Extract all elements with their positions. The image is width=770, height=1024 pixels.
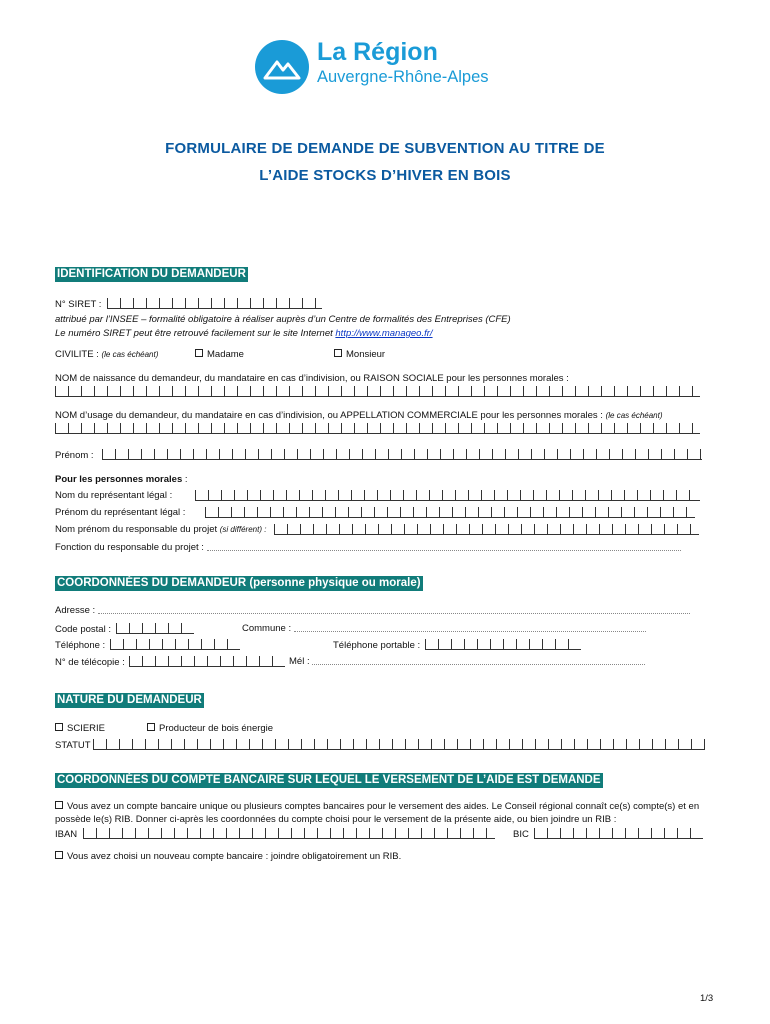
fonction-label: Fonction du responsable du projet : xyxy=(55,542,204,553)
nom-naissance-input[interactable] xyxy=(55,386,700,397)
siret-label: N° SIRET : xyxy=(55,299,102,310)
bank-option-1-checkbox[interactable] xyxy=(55,801,63,809)
adresse-input[interactable] xyxy=(98,605,690,614)
nom-usage-input[interactable] xyxy=(55,423,700,434)
responsable-input-row xyxy=(274,524,699,536)
document-title-line-2: L’AIDE STOCKS D’HIVER EN BOIS xyxy=(259,167,511,184)
producteur-option[interactable] xyxy=(147,723,273,734)
telecopie-row xyxy=(55,656,285,668)
siret-input[interactable] xyxy=(107,298,322,309)
section-header-identification: IDENTIFICATION DU DEMANDEUR xyxy=(57,268,246,280)
bank-option-2-row[interactable] xyxy=(55,851,401,862)
nom-naissance-label: NOM de naissance du demandeur, du mandataire en cas d’indivision, ou RAISON SOCIALE pour les personnes morales : xyxy=(55,373,569,384)
responsable-note: (si différent) : xyxy=(219,525,267,534)
bank-option-2-label: Vous avez choisi un nouveau compte bancaire : joindre obligatoirement un RIB. xyxy=(67,851,402,862)
page-number: 1/3 xyxy=(700,993,714,1004)
nom-naissance-input-row xyxy=(55,386,700,398)
statut-input[interactable] xyxy=(93,739,705,750)
manageo-link[interactable]: http://www.manageo.fr/ xyxy=(335,328,433,339)
scierie-label: SCIERIE xyxy=(67,723,106,734)
bic-input[interactable] xyxy=(534,828,703,839)
adresse-label: Adresse : xyxy=(55,605,96,616)
producteur-checkbox[interactable] xyxy=(147,723,155,731)
logo-subtitle: Auvergne-Rhône-Alpes xyxy=(317,68,489,86)
logo-title: La Région xyxy=(317,38,438,66)
scierie-checkbox[interactable] xyxy=(55,723,63,731)
telephone-label: Téléphone : xyxy=(55,640,106,651)
nom-usage-label: NOM d’usage du demandeur, du mandataire en cas d’indivision, ou APPELLATION COMMERCIALE pour les personnes morales : xyxy=(55,410,603,421)
region-logo-icon xyxy=(255,40,309,94)
nom-representant-label: Nom du représentant légal : xyxy=(55,490,173,501)
producteur-label: Producteur de bois énergie xyxy=(159,723,274,734)
statut-row xyxy=(55,739,705,751)
prenom-input[interactable] xyxy=(102,449,702,460)
responsable-label-row xyxy=(55,524,266,535)
civilite-note: (le cas échéant) xyxy=(101,350,159,359)
bic-label: BIC xyxy=(513,829,529,840)
prenom-row xyxy=(55,449,702,461)
code-postal-input[interactable] xyxy=(116,623,194,634)
mel-row xyxy=(289,656,645,667)
madame-label: Madame xyxy=(207,349,244,360)
personnes-morales-colon: : xyxy=(182,474,188,485)
madame-option[interactable] xyxy=(195,349,244,360)
monsieur-option[interactable] xyxy=(334,349,385,360)
commune-label: Commune : xyxy=(242,623,292,634)
bic-row xyxy=(513,828,703,840)
siret-note-2: Le numéro SIRET peut être retrouvé facilement sur le site Internet xyxy=(55,328,333,339)
prenom-representant-input[interactable] xyxy=(205,507,695,518)
scierie-option[interactable] xyxy=(55,723,105,734)
code-postal-label: Code postal : xyxy=(55,624,111,635)
monsieur-label: Monsieur xyxy=(346,349,386,360)
nom-usage-note: (le cas échéant) xyxy=(605,411,663,420)
telephone-portable-label: Téléphone portable : xyxy=(333,640,421,651)
bank-option-1-line-1: Vous avez un compte bancaire unique ou plusieurs comptes bancaires pour le versement des aides. Le Conseil régional connaît ce(s) compte(s) et en xyxy=(67,801,700,812)
document-title-line-1: FORMULAIRE DE DEMANDE DE SUBVENTION AU TITRE DE xyxy=(165,140,605,157)
civilite-label-row xyxy=(55,349,158,360)
nom-representant-input-row xyxy=(195,490,700,502)
madame-checkbox[interactable] xyxy=(195,349,203,357)
siret-row xyxy=(55,298,322,310)
bank-option-1-line-2: possède le(s) RIB. Donner ci-après les coordonnées du compte choisi pour le versement de la présente aide, ou bien joindre un RIB : xyxy=(55,814,617,825)
iban-input[interactable] xyxy=(83,828,495,839)
monsieur-checkbox[interactable] xyxy=(334,349,342,357)
civilite-label: CIVILITE : xyxy=(55,349,99,360)
section-header-bancaire: COORDONNÉES DU COMPTE BANCAIRE SUR LEQUEL LE VERSEMENT DE L’AIDE EST DEMANDE xyxy=(57,774,601,786)
bank-option-1-row[interactable] xyxy=(55,801,699,812)
iban-label: IBAN xyxy=(55,829,78,840)
fonction-row xyxy=(55,542,681,553)
section-header-nature: NATURE DU DEMANDEUR xyxy=(57,694,202,706)
mel-label: Mél : xyxy=(289,656,310,667)
nom-usage-input-row xyxy=(55,423,700,435)
telephone-portable-row xyxy=(333,639,581,651)
statut-label: STATUT xyxy=(55,740,91,751)
responsable-input[interactable] xyxy=(274,524,699,535)
personnes-morales-row xyxy=(55,474,188,485)
fonction-input[interactable] xyxy=(207,542,681,551)
siret-note-1: attribué par l’INSEE – formalité obligatoire à réaliser auprès d’un Centre de formalités des Entreprises (CFE) xyxy=(55,314,511,325)
adresse-row xyxy=(55,605,690,616)
bank-option-2-checkbox[interactable] xyxy=(55,851,63,859)
commune-input[interactable] xyxy=(294,623,646,632)
siret-note-2-row xyxy=(55,328,433,339)
iban-row xyxy=(55,828,495,840)
responsable-label: Nom prénom du responsable du projet xyxy=(55,524,218,535)
prenom-label: Prénom : xyxy=(55,450,94,461)
nom-representant-input[interactable] xyxy=(195,490,700,501)
section-header-coordonnees: COORDONNÉES DU DEMANDEUR (personne physique ou morale) xyxy=(57,577,421,589)
telephone-portable-input[interactable] xyxy=(425,639,581,650)
personnes-morales-heading: Pour les personnes morales xyxy=(55,474,183,485)
prenom-representant-label: Prénom du représentant légal : xyxy=(55,507,186,518)
nom-usage-label-row xyxy=(55,410,663,421)
telephone-input[interactable] xyxy=(110,639,240,650)
code-postal-row xyxy=(55,623,194,635)
telecopie-label: N° de télécopie : xyxy=(55,657,125,668)
mel-input[interactable] xyxy=(312,656,645,665)
prenom-representant-input-row xyxy=(205,507,695,519)
commune-row xyxy=(242,623,646,634)
telephone-row xyxy=(55,639,240,651)
telecopie-input[interactable] xyxy=(129,656,285,667)
